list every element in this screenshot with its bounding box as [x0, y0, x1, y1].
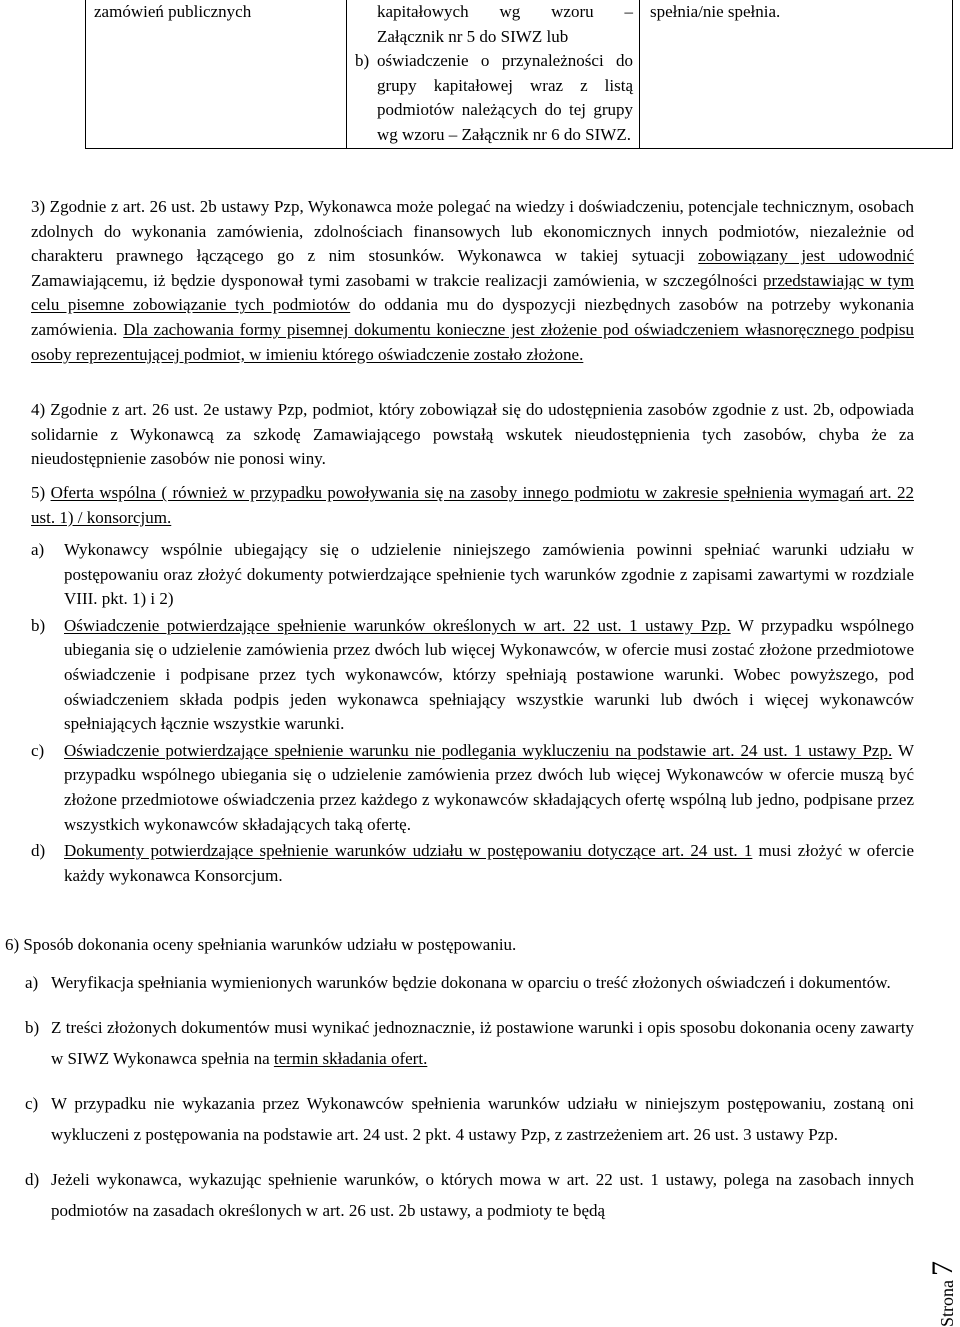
paragraph-5	[31, 481, 914, 530]
item-label: c)	[31, 740, 45, 760]
list-item	[31, 839, 914, 888]
text: Dla zachowania formy pisemnej dokumentu konieczne jest złożenie pod oświadczeniem własnoręcznego podpisu osoby reprezentującej podmiot, w imieniu którego oświadczenie zostało złożone.	[31, 319, 914, 364]
text: termin składania ofert.	[273, 1049, 428, 1068]
table-cell	[640, 0, 953, 148]
list-item	[25, 967, 914, 998]
paragraph-4: 4) Zgodnie z art. 26 ust. 2e ustawy Pzp, podmiot, który zobowiązał się do udostępnienia zasobów zgodnie z ust. 2b, odpowiada solidarnie z Wykonawcą za szkodę Zamawiającego powstałą wskutek nieudostępnienia tych zasobów, chyba że za nieudostępnienie zasobów nie ponosi winy.	[31, 400, 914, 469]
item-text: W przypadku nie wykazania przez Wykonawców spełnienia warunków udziału w niniejszym postępowaniu, zostaną oni wykluczeni z postępowania na podstawie art. 24 ust. 2 pkt. 4 ustawy Pzp, z zastrzeżeniem art. 26 ust. 3 ustawy Pzp.	[51, 1094, 914, 1144]
list-item	[31, 538, 914, 612]
list-item	[347, 49, 639, 147]
text: W przypadku wspólnego ubiegania się o udzielenie zamówienia przez dwóch lub więcej Wykonawców w ofercie muszą być złożone przedmiotowe oświadczenia przez każdego z wykonawców składających ofertę wspólną lub jedno, podpisane przez wszystkich wykonawców składających taką ofertę.	[64, 740, 914, 834]
page-number-label	[928, 1232, 958, 1327]
list-item	[25, 1012, 914, 1074]
page-label: Strona	[937, 1280, 957, 1327]
text: 3) Zgodnie z art. 26 ust. 2b ustawy Pzp, Wykonawca może polegać na wiedzy i doświadczeniu, potencjale technicznym, osobach zdolnych do wykonania zamówienia, zdolnościach finansowych lub ekonomicznych innych podmiotów, niezależnie od charakteru prawnego łączącego go z nim stosunków. Wykonawca w takiej sytuacji	[31, 197, 914, 266]
requirements-table	[85, 0, 953, 149]
cell-text: Załącznik nr 5 do SIWZ lub	[377, 26, 569, 46]
text: zobowiązany jest udowodnić	[698, 246, 914, 266]
text: Oświadczenie potwierdzające spełnienie warunków określonych w art. 22 ust. 1 ustawy Pzp.	[64, 615, 731, 635]
paragraph-3	[31, 195, 914, 367]
text: W przypadku wspólnego ubiegania się o udzielenie zamówienia przez dwóch lub więcej Wykonawców, w ofercie musi zostać złożone przedmiotowe oświadczenie i podpisane przez tych wykonawców, którzy spełniają postawione warunki. Wobec powyższego, pod oświadczeniem składa podpis jeden wykonawca spełniający wszystkie warunki lub dwóch i więcej wykonawców spełniających łącznie wszystkie warunki.	[64, 615, 914, 734]
list-item	[31, 739, 914, 837]
cell-text: spełnia/nie spełnia.	[650, 2, 781, 21]
text: Oferta wspólna ( również w przypadku powoływania się na zasoby innego podmiotu w zakresie spełnienia wymagań art. 22 ust. 1) / konsorcjum.	[31, 483, 914, 527]
item-text	[64, 839, 914, 888]
paragraph-6-list	[25, 967, 914, 1226]
page-footer	[926, 1167, 959, 1327]
item-text	[64, 614, 914, 737]
item-text	[64, 739, 914, 837]
list-item	[31, 614, 914, 737]
paragraph-6-title: 6) Sposób dokonania oceny spełniania warunków udziału w postępowaniu.	[5, 935, 517, 954]
cell-text: zamówień publicznych	[94, 2, 252, 21]
list-item	[25, 1088, 914, 1150]
item-label: a)	[31, 540, 45, 559]
text: Oświadczenie potwierdzające spełnienie warunku nie podlegania wykluczeniu na podstawie art. 24 ust. 1 ustawy Pzp.	[64, 740, 893, 760]
paragraph-5-list	[31, 538, 914, 888]
table-cell	[86, 0, 347, 148]
item-label: b)	[31, 615, 46, 635]
item-text: Jeżeli wykonawca, wykazując spełnienie warunków, o których mowa w art. 22 ust. 1 ustawy, polega na zasobach innych podmiotów na zasadach określonych w art. 26 ust. 2b ustawy, a podmioty te będą	[51, 1170, 914, 1220]
item-label: a)	[25, 973, 39, 992]
item-label: d)	[31, 841, 46, 861]
text: 5)	[31, 483, 51, 502]
text: Dokumenty potwierdzające spełnienie warunków udziału w postępowaniu dotyczące art. 24 ust. 1	[64, 841, 753, 861]
text: musi złożyć w ofercie każdy wykonawca Konsorcjum.	[64, 841, 914, 885]
table-row	[86, 0, 953, 148]
item-text: oświadczenie o przynależności do grupy kapitałowej wraz z listą podmiotów należących do tej grupy wg wzoru – Załącznik nr 6 do SIWZ.	[377, 51, 633, 144]
text: do oddania mu do dyspozycji niezbędnych zasobów na potrzeby wykonania zamówienia.	[31, 295, 914, 339]
text: przedstawiając w tym celu pisemne zobowiązanie tych podmiotów	[31, 270, 915, 315]
item-text: Wykonawcy wspólnie ubiegający się o udzielenie niniejszego zamówienia powinni spełniać warunki udziału w postępowaniu oraz złożyć dokumenty potwierdzające spełnienie tych warunków zgodnie z zapisami zawartymi w rozdziale VIII. pkt. 1) i 2)	[64, 540, 914, 609]
text: Z treści złożonych dokumentów musi wynikać jednoznacznie, iż postawione warunki i opis sposobu dokonania oceny zawarty w SIWZ Wykonawca spełnia na	[51, 1018, 914, 1068]
table-cell	[347, 0, 640, 148]
item-text: Weryfikacja spełniania wymienionych warunków będzie dokonana w oparciu o treść złożonych oświadczeń i dokumentów.	[51, 973, 891, 992]
item-label: d)	[25, 1170, 40, 1189]
item-label: b)	[25, 1018, 40, 1037]
cell-text: kapitałowych wg wzoru –	[377, 2, 633, 21]
item-label: b)	[355, 51, 370, 71]
item-label: c)	[25, 1094, 39, 1113]
page-number: 7	[926, 1261, 959, 1276]
item-text	[51, 1012, 914, 1074]
text: Zamawiającemu, iż będzie dysponował tymi zasobami w trakcie realizacji zamówienia, w szczególności	[31, 270, 764, 290]
list-item	[25, 1164, 914, 1226]
